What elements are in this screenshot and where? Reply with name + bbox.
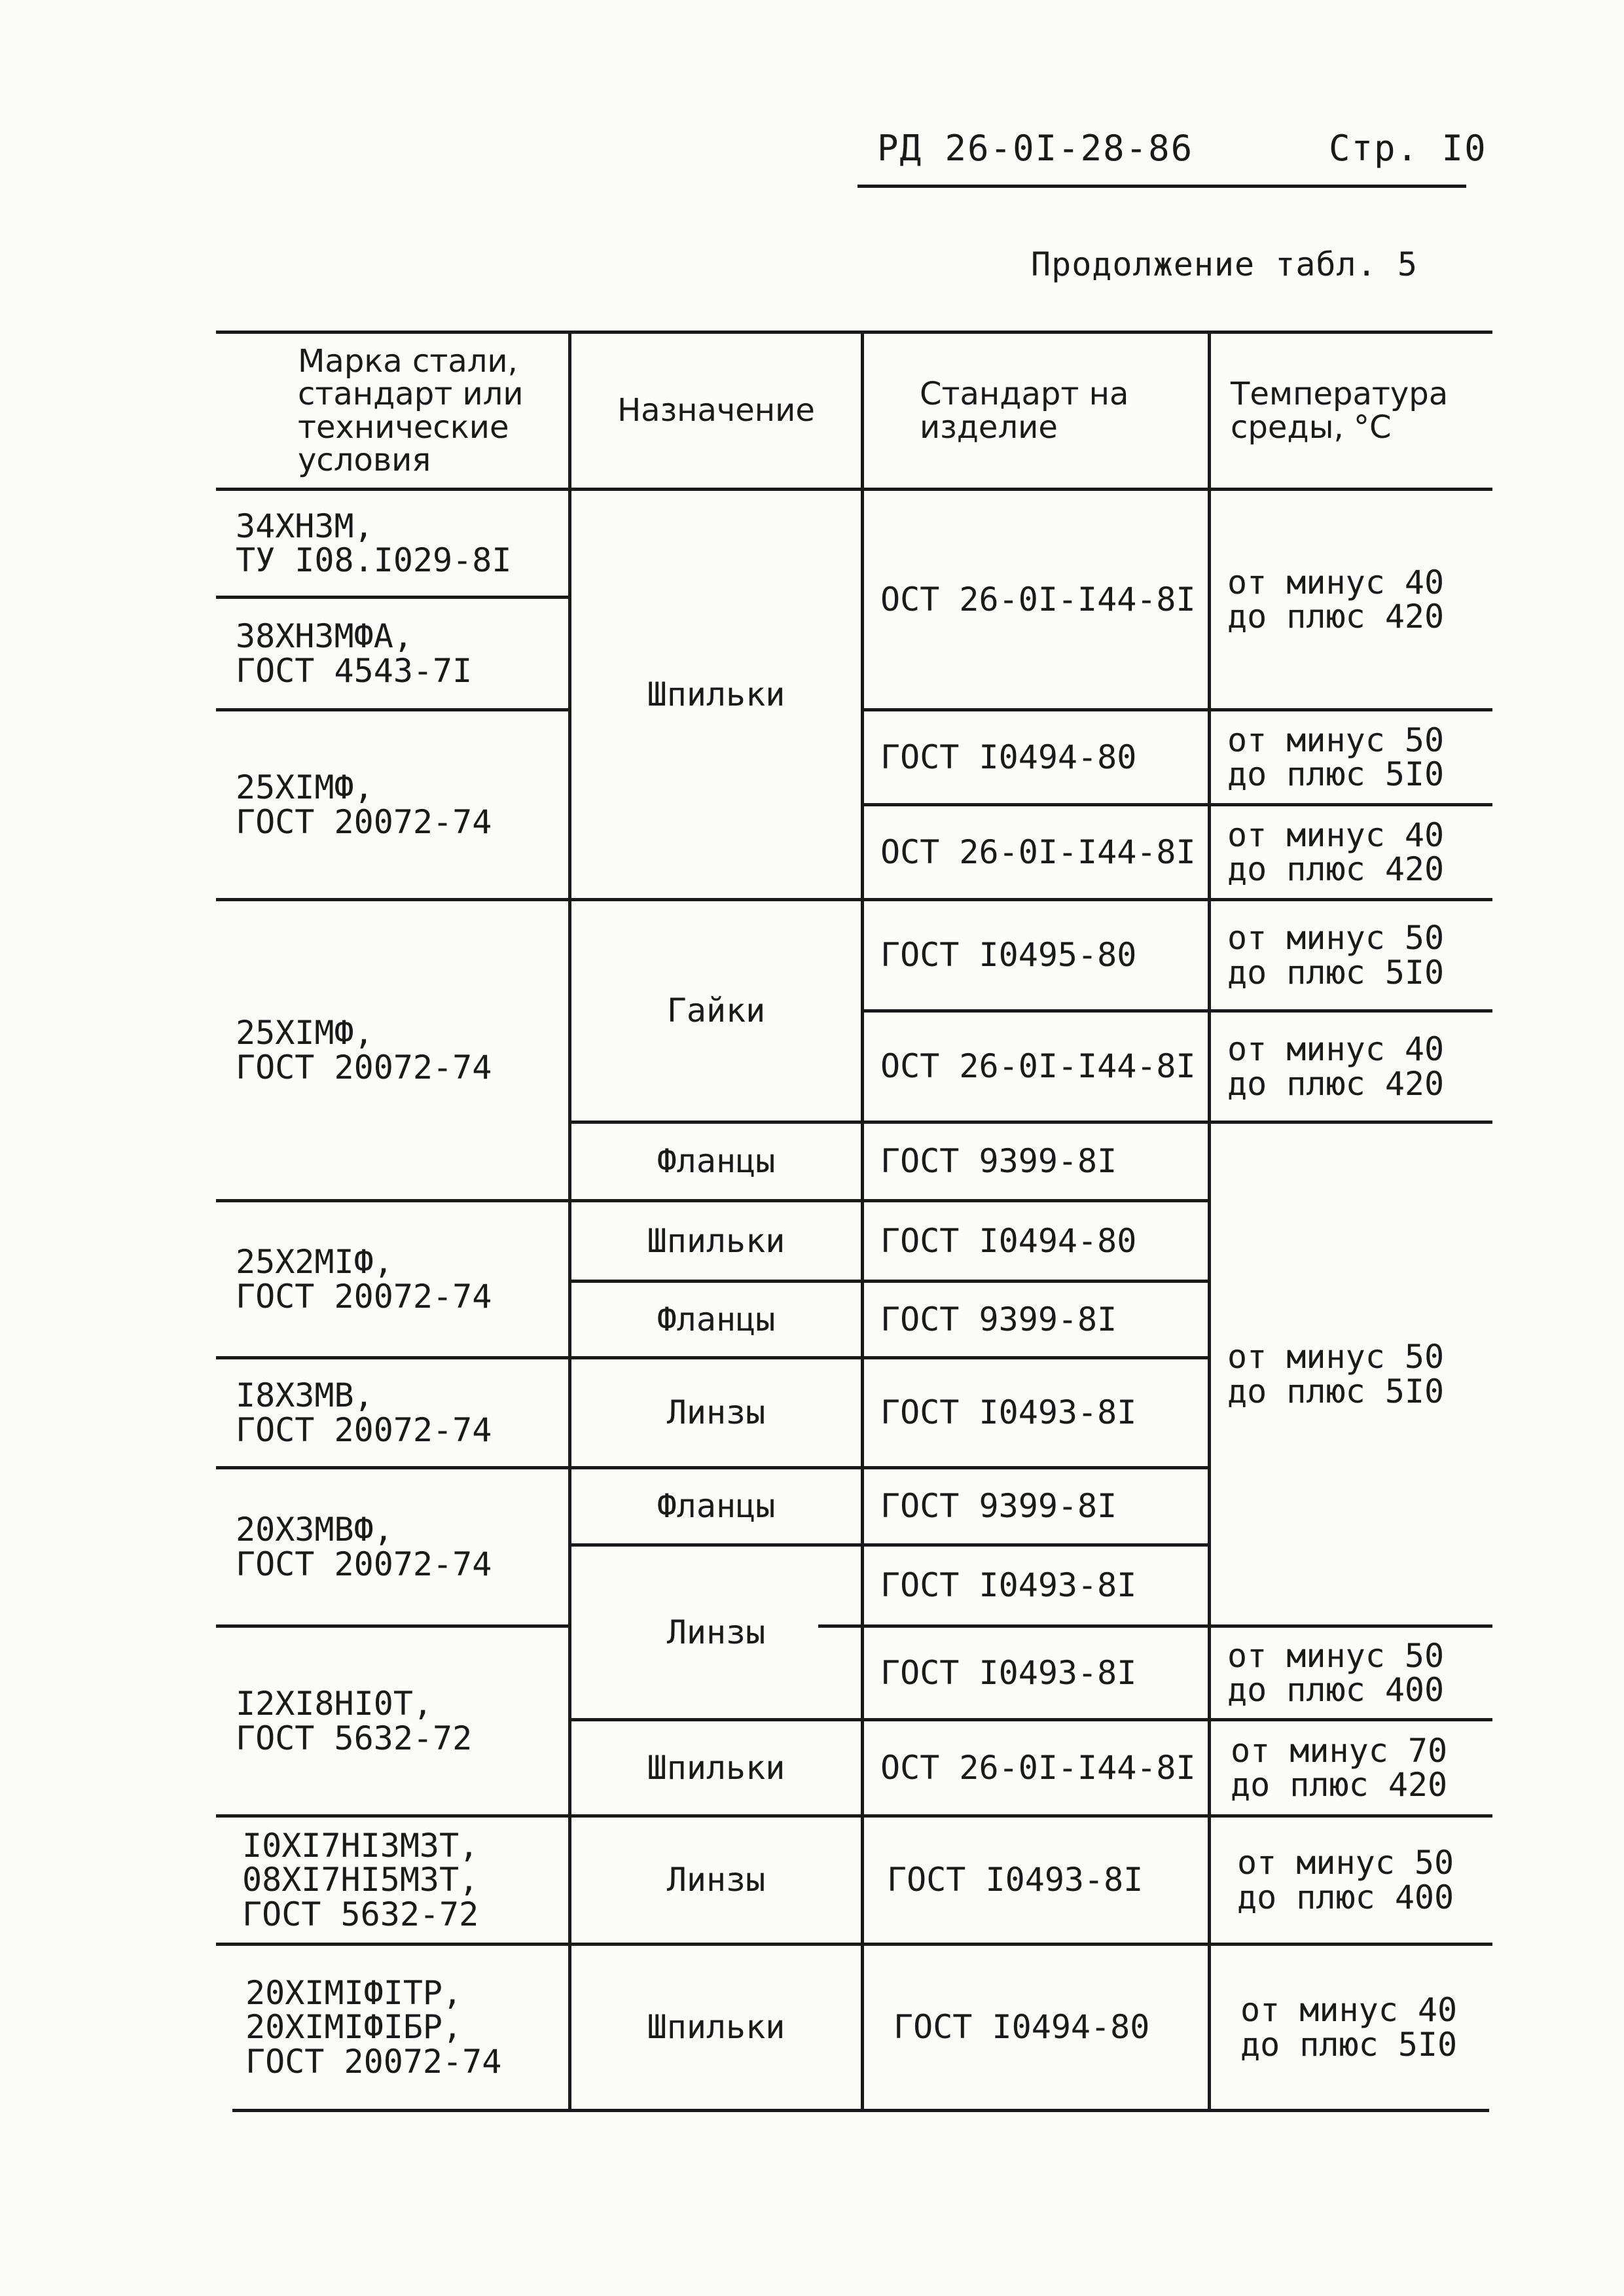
- column-header-purpose: Назначение: [617, 392, 815, 429]
- temperature-cell: от минус 70 до плюс 420: [1231, 1731, 1448, 1804]
- standard-cell: ГОСТ I0493-8I: [880, 1566, 1137, 1605]
- standard-cell: ГОСТ 9399-8I: [880, 1142, 1117, 1181]
- standard-cell: ОСТ 26-0I-I44-8I: [880, 1047, 1196, 1086]
- grade-cell: 34ХН3М, ТУ I08.I029-8I: [236, 507, 512, 579]
- purpose-cell: Шпильки: [647, 2008, 785, 2047]
- grade-cell: 20Х3МВФ, ГОСТ 20072-74: [236, 1511, 492, 1583]
- col-sep-2: [861, 331, 864, 2109]
- purpose-cell: Фланцы: [657, 1300, 776, 1338]
- purpose-cell: Шпильки: [647, 1748, 785, 1787]
- column-header-temperature: Температура среды, °С: [1231, 376, 1449, 446]
- grade-cell: 38ХН3МФА, ГОСТ 4543-7I: [236, 617, 473, 690]
- column-header-steel-grade: Марка стали, стандарт или технические условия: [298, 342, 524, 478]
- standard-cell: ГОСТ 9399-8I: [880, 1300, 1117, 1338]
- standard-cell: ОСТ 26-0I-I44-8I: [880, 833, 1196, 871]
- grade-cell: 25ХIМФ, ГОСТ 20072-74: [236, 1014, 492, 1086]
- grade-cell: 20ХIМIФIТР, 20ХIМIФIБР, ГОСТ 20072-74: [245, 1973, 502, 2081]
- header-rule: [857, 185, 1466, 188]
- standard-cell: ГОСТ I0494-80: [880, 1221, 1137, 1260]
- purpose-cell: Линзы: [666, 1861, 766, 1899]
- grade-cell: I0ХI7НI3М3Т, 08ХI7НI5М3Т, ГОСТ 5632-72: [242, 1826, 479, 1933]
- temperature-cell: от минус 40 до плюс 420: [1227, 563, 1445, 636]
- temperature-cell: от минус 40 до плюс 420: [1227, 1030, 1445, 1103]
- standard-cell: ГОСТ I0493-8I: [880, 1393, 1137, 1432]
- grade-cell: I2ХI8НI0Т, ГОСТ 5632-72: [236, 1685, 473, 1757]
- standard-cell: ГОСТ 9399-8I: [880, 1487, 1117, 1526]
- purpose-cell: Линзы: [666, 1613, 766, 1651]
- rule-bottom: [232, 2109, 1489, 2112]
- purpose-cell: Шпильки: [647, 1221, 785, 1260]
- page-number: Стр. I0: [1329, 128, 1487, 169]
- grade-cell: 25ХIМФ, ГОСТ 20072-74: [236, 768, 492, 841]
- column-header-product-standard: Стандарт на изделие: [920, 376, 1129, 446]
- grade-cell: 25Х2МIФ, ГОСТ 20072-74: [236, 1243, 492, 1316]
- standard-cell: ГОСТ I0495-80: [880, 936, 1137, 975]
- purpose-cell: Фланцы: [657, 1487, 776, 1526]
- temperature-cell: от минус 40 до плюс 5I0: [1240, 1991, 1458, 2064]
- temperature-cell: от минус 50 до плюс 5I0: [1227, 1338, 1445, 1410]
- temperature-cell: от минус 50 до плюс 5I0: [1227, 721, 1445, 793]
- temperature-cell: от минус 50 до плюс 400: [1227, 1636, 1445, 1709]
- purpose-cell: Гайки: [666, 992, 766, 1030]
- temperature-cell: от минус 50 до плюс 400: [1237, 1844, 1454, 1916]
- standard-cell: ОСТ 26-0I-I44-8I: [880, 580, 1196, 619]
- grade-cell: I8Х3МВ, ГОСТ 20072-74: [236, 1376, 492, 1449]
- purpose-cell: Линзы: [666, 1393, 766, 1432]
- temperature-cell: от минус 50 до плюс 5I0: [1227, 919, 1445, 992]
- standard-cell: ГОСТ I0494-80: [880, 738, 1137, 776]
- standard-cell: ГОСТ I0493-8I: [887, 1861, 1144, 1899]
- col-sep-3: [1208, 331, 1211, 2109]
- standard-cell: ОСТ 26-0I-I44-8I: [880, 1748, 1196, 1787]
- purpose-cell: Фланцы: [657, 1142, 776, 1181]
- standard-cell: ГОСТ I0494-80: [893, 2008, 1150, 2047]
- temperature-cell: от минус 40 до плюс 420: [1227, 816, 1445, 888]
- document-code: РД 26-0I-28-86: [877, 128, 1194, 169]
- table-continuation-caption: Продолжение табл. 5: [1031, 245, 1418, 283]
- rule-top: [216, 331, 1492, 334]
- standard-cell: ГОСТ I0493-8I: [880, 1653, 1137, 1692]
- purpose-cell: Шпильки: [647, 675, 785, 713]
